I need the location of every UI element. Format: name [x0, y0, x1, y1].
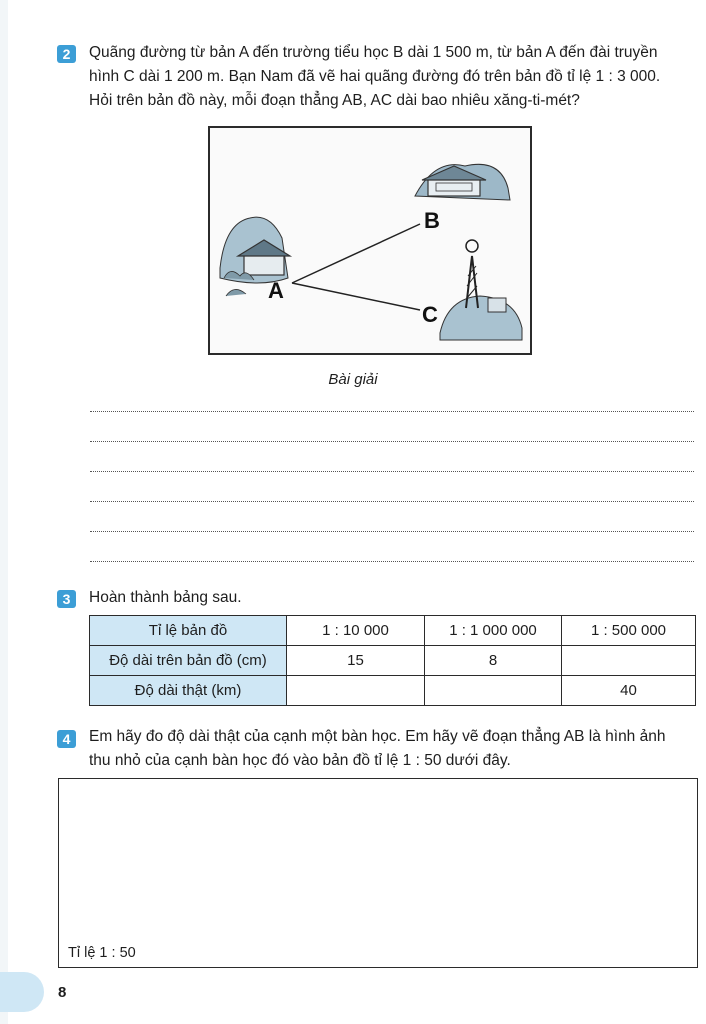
answer-line	[90, 501, 694, 502]
exercise-2-line-3: Hỏi trên bản đồ này, mỗi đoạn thẳng AB, AC dài bao nhiêu xăng-ti-mét?	[89, 92, 580, 109]
answer-line	[90, 471, 694, 472]
exercise-4-number: 4	[57, 730, 76, 748]
exercise-2-line-1: Quãng đường từ bản A đến trường tiểu học B dài 1 500 m, từ bản A đến đài truyền	[89, 44, 658, 61]
page-tab	[0, 972, 44, 1012]
map-length-cell: 8	[425, 646, 562, 676]
page-number: 8	[58, 984, 67, 1001]
exercise-3-instruction: Hoàn thành bảng sau.	[89, 589, 242, 606]
map-length-cell	[562, 646, 696, 676]
exercise-2-line-2: hình C dài 1 200 m. Bạn Nam đã vẽ hai quãng đường đó trên bản đồ tỉ lệ 1 : 3 000.	[89, 68, 661, 85]
table-row	[90, 646, 696, 676]
exercise-3-number: 3	[57, 590, 76, 608]
real-length-cell: 40	[562, 676, 696, 706]
real-length-cell	[287, 676, 425, 706]
box-scale-label: Tỉ lệ 1 : 50	[68, 945, 136, 961]
point-b-label: B	[424, 208, 440, 233]
answer-line	[90, 531, 694, 532]
scale-cell: 1 : 10 000	[287, 616, 425, 646]
map-length-cell: 15	[287, 646, 425, 676]
map-illustration	[208, 126, 532, 355]
scale-table	[89, 615, 696, 706]
real-length-cell	[425, 676, 562, 706]
table-row	[90, 616, 696, 646]
solution-title: Bài giải	[328, 371, 378, 388]
map-drawing	[210, 128, 530, 353]
table-row	[90, 676, 696, 706]
page-edge-strip	[0, 0, 8, 1024]
segment-ab	[292, 224, 420, 283]
segment-ac	[292, 283, 420, 310]
header-map-length: Độ dài trên bản đồ (cm)	[90, 646, 287, 676]
header-real-length: Độ dài thật (km)	[90, 676, 287, 706]
exercise-2-number: 2	[57, 45, 76, 63]
tv-tower-icon	[440, 240, 522, 340]
scale-cell: 1 : 1 000 000	[425, 616, 562, 646]
answer-line	[90, 411, 694, 412]
answer-line	[90, 441, 694, 442]
exercise-4-line-2: thu nhỏ của cạnh bàn học đó vào bản đồ tỉ lệ 1 : 50 dưới đây.	[89, 752, 511, 769]
header-scale: Tỉ lệ bản đồ	[90, 616, 287, 646]
scale-cell: 1 : 500 000	[562, 616, 696, 646]
point-a-label: A	[268, 278, 284, 303]
answer-line	[90, 561, 694, 562]
exercise-4-line-1: Em hãy đo độ dài thật của cạnh một bàn học. Em hãy vẽ đoạn thẳng AB là hình ảnh	[89, 728, 666, 745]
school-icon	[415, 164, 510, 200]
drawing-area[interactable]	[58, 778, 698, 968]
point-c-label: C	[422, 302, 438, 327]
